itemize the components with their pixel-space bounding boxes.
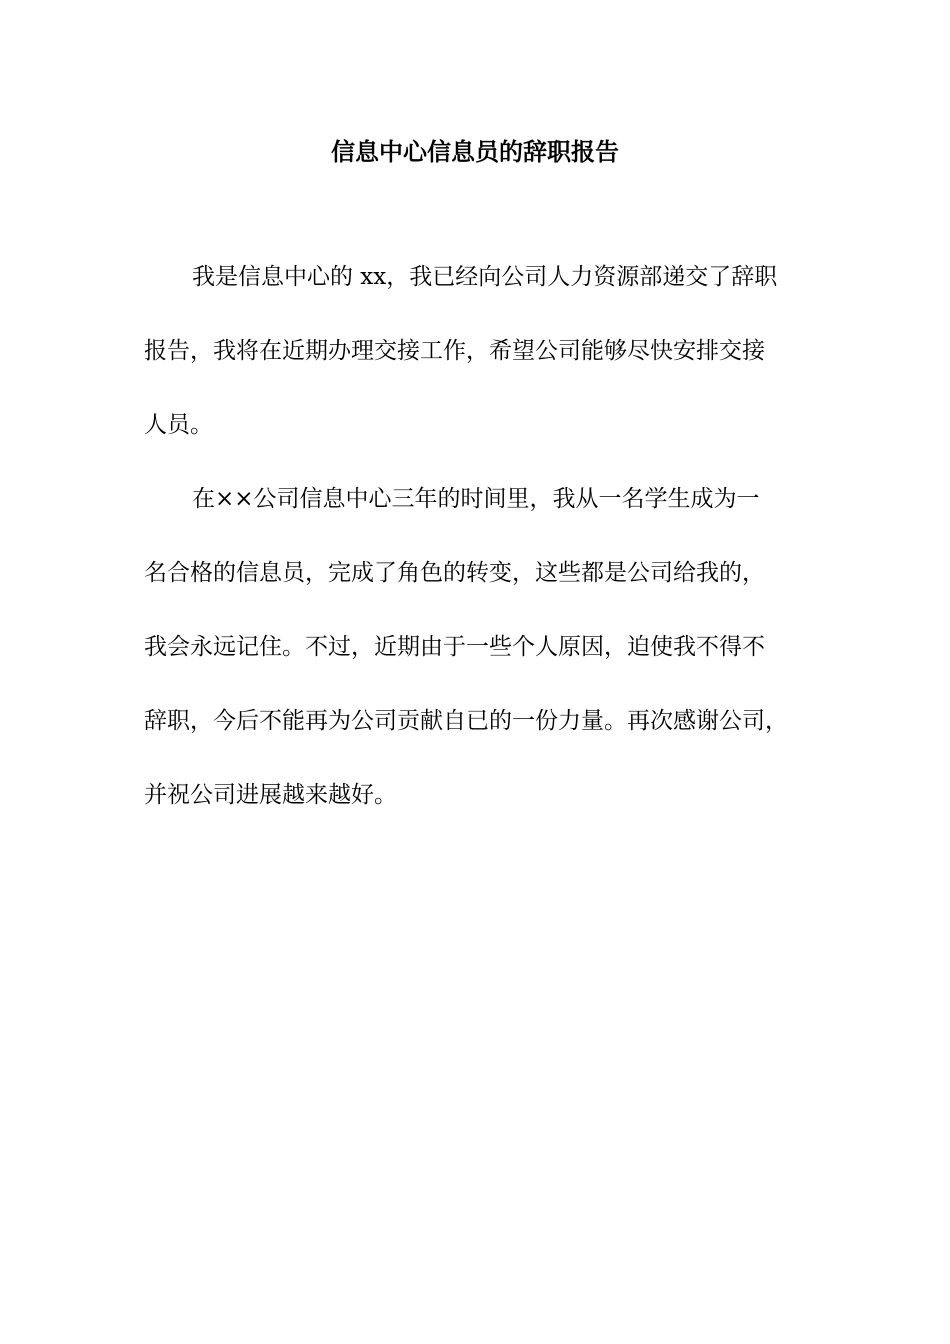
paragraph-line: 辞职，今后不能再为公司贡献自已的一份力量。再次感谢公司，	[144, 708, 788, 734]
paragraph-line: 我是信息中心的 xx，我已经向公司人力资源部递交了辞职	[192, 264, 778, 290]
paragraph-line: 名合格的信息员，完成了角色的转变，这些都是公司给我的，	[144, 560, 765, 586]
paragraph-line: 在××公司信息中心三年的时间里，我从一名学生成为一	[192, 486, 760, 512]
document-title: 信息中心信息员的辞职报告	[331, 138, 619, 166]
document-body	[144, 240, 824, 832]
paragraph-line: 并祝公司进展越来越好。	[144, 782, 397, 808]
paragraph-line: 我会永远记住。不过，近期由于一些个人原因，迫使我不得不	[144, 634, 765, 660]
paragraph-1	[144, 240, 824, 462]
paragraph-line: 报告，我将在近期办理交接工作，希望公司能够尽快安排交接	[144, 338, 765, 364]
paragraph-line: 人员。	[144, 412, 213, 438]
paragraph-2	[144, 462, 824, 832]
